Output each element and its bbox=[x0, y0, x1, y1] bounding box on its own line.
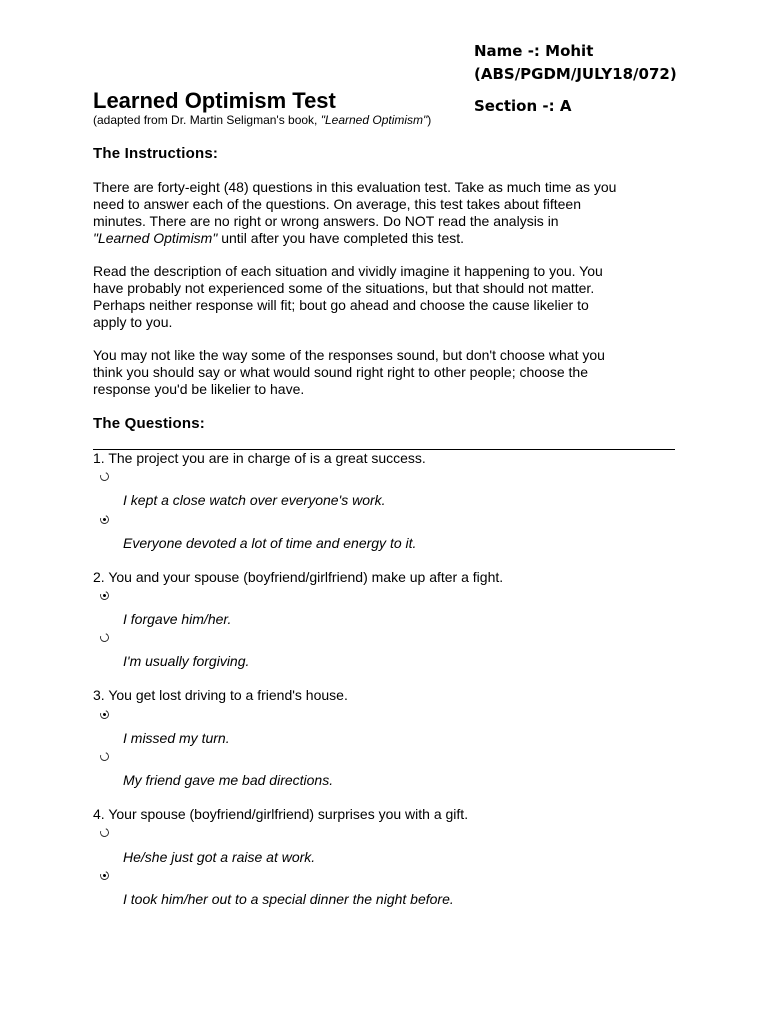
question-4-option-1-label[interactable]: He/she just got a raise at work. bbox=[123, 849, 316, 865]
instructions-heading: The Instructions: bbox=[93, 145, 219, 162]
paragraph-line: apply to you. bbox=[93, 314, 173, 330]
question-2-text: 2. You and your spouse (boyfriend/girlfriend) make up after a fight. bbox=[93, 569, 504, 585]
subtitle-suffix: ) bbox=[427, 113, 432, 127]
question-2-option-2-radio[interactable] bbox=[99, 632, 111, 644]
question-3-option-2-label[interactable]: My friend gave me bad directions. bbox=[123, 772, 334, 788]
student-id: (ABS/PGDM/JULY18/072) bbox=[474, 65, 677, 83]
instructions-paragraph-1 bbox=[93, 179, 683, 247]
question-4-text: 4. Your spouse (boyfriend/girlfriend) surprises you with a gift. bbox=[93, 806, 469, 822]
page-subtitle bbox=[93, 113, 431, 127]
page-title: Learned Optimism Test bbox=[93, 88, 336, 113]
question-3-option-2-radio[interactable] bbox=[99, 751, 111, 763]
question-4-option-2-label[interactable]: I took him/her out to a special dinner the night before. bbox=[123, 891, 454, 907]
questions-heading: The Questions: bbox=[93, 415, 205, 432]
question-2-option-2-label[interactable]: I'm usually forgiving. bbox=[123, 653, 250, 669]
paragraph-line: minutes. There are no right or wrong answers. Do NOT read the analysis in bbox=[93, 213, 559, 229]
paragraph-line: You may not like the way some of the responses sound, but don't choose what you bbox=[93, 347, 605, 363]
student-name: Name -: Mohit bbox=[474, 42, 594, 60]
paragraph-line: There are forty-eight (48) questions in this evaluation test. Take as much time as you bbox=[93, 179, 617, 195]
question-4-option-2-radio[interactable] bbox=[99, 870, 111, 882]
question-1-option-2-radio[interactable] bbox=[99, 514, 111, 526]
question-3-option-1-label[interactable]: I missed my turn. bbox=[123, 730, 230, 746]
student-section: Section -: A bbox=[474, 97, 572, 115]
book-title: "Learned Optimism" bbox=[93, 230, 218, 246]
question-4-option-1-radio[interactable] bbox=[99, 827, 111, 839]
question-3-option-1-radio[interactable] bbox=[99, 709, 111, 721]
paragraph-text: until after you have completed this test. bbox=[217, 230, 465, 246]
instructions-paragraph-2 bbox=[93, 263, 683, 331]
paragraph-line: response you'd be likelier to have. bbox=[93, 381, 305, 397]
question-1-option-1-radio[interactable] bbox=[99, 471, 111, 483]
question-2-option-1-label[interactable]: I forgave him/her. bbox=[123, 611, 232, 627]
subtitle-prefix: (adapted from Dr. Martin Seligman's book, bbox=[93, 113, 321, 127]
paragraph-line bbox=[93, 230, 683, 247]
paragraph-line: have probably not experienced some of the situations, but that should not matter. bbox=[93, 280, 595, 296]
question-1-text: 1. The project you are in charge of is a great success. bbox=[93, 450, 426, 466]
paragraph-line: need to answer each of the questions. On average, this test takes about fifteen bbox=[93, 196, 581, 212]
question-1-option-1-label[interactable]: I kept a close watch over everyone's work. bbox=[123, 492, 386, 508]
instructions-paragraph-3 bbox=[93, 347, 683, 398]
paragraph-line: Perhaps neither response will fit; bout go ahead and choose the cause likelier to bbox=[93, 297, 589, 313]
paragraph-line: Read the description of each situation and vividly imagine it happening to you. You bbox=[93, 263, 603, 279]
question-2-option-1-radio[interactable] bbox=[99, 590, 111, 602]
question-1-option-2-label[interactable]: Everyone devoted a lot of time and energy to it. bbox=[123, 535, 417, 551]
paragraph-line: think you should say or what would sound right right to other people; choose the bbox=[93, 364, 588, 380]
subtitle-book: "Learned Optimism" bbox=[320, 113, 428, 127]
question-3-text: 3. You get lost driving to a friend's house. bbox=[93, 687, 348, 703]
